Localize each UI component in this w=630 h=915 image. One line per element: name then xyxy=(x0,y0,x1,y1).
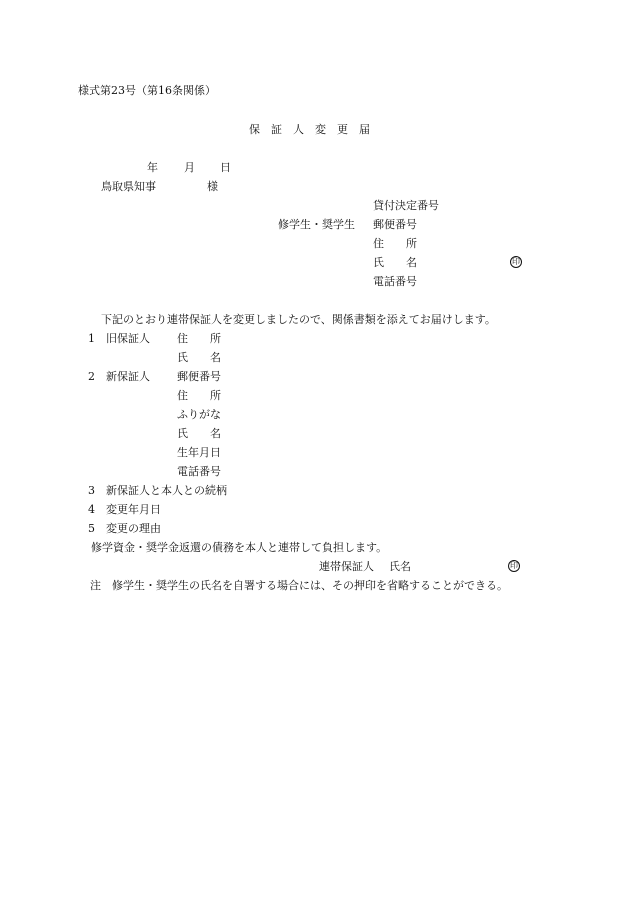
date-month-label: 月 xyxy=(184,161,195,174)
item-label: 旧保証人 xyxy=(106,332,150,345)
item-number: 1 xyxy=(88,332,95,345)
applicant-role: 修学生・奨学生 xyxy=(278,218,355,231)
intro-text: 下記のとおり連帯保証人を変更しましたので、関係書類を添えてお届けします。 xyxy=(101,313,496,326)
date-day-label: 日 xyxy=(220,161,231,174)
applicant-name-label: 氏 名 xyxy=(373,256,417,269)
date-year-label: 年 xyxy=(147,161,158,174)
item-label: 新保証人 xyxy=(106,370,150,383)
item-number: 4 xyxy=(88,503,95,516)
item-label: 変更の理由 xyxy=(106,522,161,535)
old-guarantor-name-label: 氏 名 xyxy=(177,351,221,364)
old-guarantor-address-label: 住 所 xyxy=(177,332,221,345)
applicant-seal-icon: 印 xyxy=(512,257,520,266)
applicant-address-label: 住 所 xyxy=(373,237,417,250)
applicant-phone-label: 電話番号 xyxy=(373,275,417,288)
footnote: 注 修学生・奨学生の氏名を自署する場合には、その押印を省略することができる。 xyxy=(90,579,508,592)
joint-guarantor-seal-icon: 印 xyxy=(510,561,518,570)
joint-guarantor-label: 連帯保証人 xyxy=(319,560,374,573)
addressee-honorific: 様 xyxy=(207,180,218,193)
item-number: 3 xyxy=(88,484,95,497)
item-number: 2 xyxy=(88,370,95,383)
new-guarantor-postal-code-label: 郵便番号 xyxy=(177,370,221,383)
item-label: 変更年月日 xyxy=(106,503,161,516)
new-guarantor-furigana-label: ふりがな xyxy=(177,408,221,421)
new-guarantor-birthdate-label: 生年月日 xyxy=(177,446,221,459)
joint-statement: 修学資金・奨学金返還の債務を本人と連帯して負担します。 xyxy=(91,541,388,554)
item-label: 新保証人と本人との続柄 xyxy=(106,484,227,497)
item-number: 5 xyxy=(88,522,95,535)
applicant-loan-number-label: 貸付決定番号 xyxy=(373,199,439,212)
new-guarantor-phone-label: 電話番号 xyxy=(177,465,221,478)
page-title: 保 証 人 変 更 届 xyxy=(249,123,370,136)
applicant-postal-code-label: 郵便番号 xyxy=(373,218,417,231)
form-label: 様式第23号（第16条関係） xyxy=(78,84,216,97)
new-guarantor-name-label: 氏 名 xyxy=(177,427,221,440)
joint-guarantor-name-label: 氏名 xyxy=(389,560,411,573)
addressee-name: 鳥取県知事 xyxy=(101,180,156,193)
new-guarantor-address-label: 住 所 xyxy=(177,389,221,402)
